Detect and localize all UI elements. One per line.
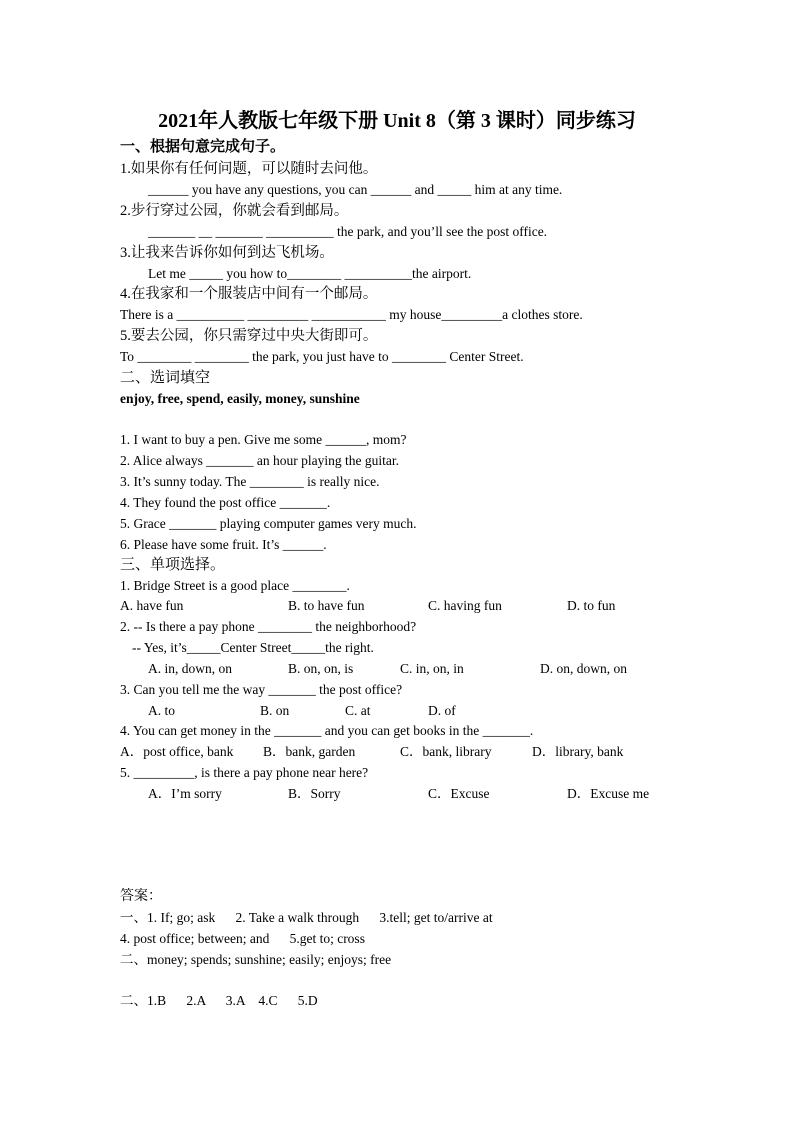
s2-item6: 6. Please have some fruit. It’s ______. (120, 537, 327, 552)
s3-q1-option-b: B. to have fun (288, 598, 365, 613)
s1-item3-en: Let me _____ you how to________ __________the airport. (148, 266, 472, 281)
s3-q2-option-d: D. on, down, on (540, 661, 627, 676)
s3-q3-option-c: C. at (345, 703, 371, 718)
answers-line-2: 4. post office; between; and 5.get to; cross (120, 931, 365, 946)
s1-item5-en: To ________ ________ the park, you just have to ________ Center Street. (120, 349, 524, 364)
s3-q4-option-d: D．library, bank (532, 744, 624, 759)
s1-item2-en: _______ __ _______ __________ the park, and you’ll see the post office. (148, 224, 548, 239)
answers-line-4: 二、1.B 2.A 3.A 4.C 5.D (120, 993, 318, 1008)
s1-item4-en: There is a __________ _________ ___________ my house_________a clothes store. (120, 307, 583, 322)
s1-item4-zh: 4.在我家和一个服装店中间有一个邮局。 (120, 286, 378, 302)
s1-item2-zh: 2.步行穿过公园，你就会看到邮局。 (120, 203, 349, 219)
s2-item2: 2. Alice always _______ an hour playing the guitar. (120, 453, 399, 468)
s3-q2-option-c: C. in, on, in (400, 661, 464, 676)
s3-q3-option-d: D. of (428, 703, 456, 718)
s3-q3-option-a: A. to (148, 703, 175, 718)
s3-q3-stem: 3. Can you tell me the way _______ the post office? (120, 682, 403, 697)
s3-q5-stem: 5. _________, is there a pay phone near here? (120, 765, 369, 780)
s2-item3: 3. It’s sunny today. The ________ is really nice. (120, 474, 380, 489)
s2-item4: 4. They found the post office _______. (120, 495, 331, 510)
s3-q5-option-a: A．I’m sorry (148, 786, 222, 801)
s1-item5-zh: 5.要去公园，你只需穿过中央大街即可。 (120, 328, 378, 344)
s3-q4-option-b: B．bank, garden (263, 744, 356, 759)
section2-heading: 二、选词填空 (120, 370, 211, 386)
answers-line-1: 一、1. If; go; ask 2. Take a walk through 3.tell; get to/arrive at (120, 910, 493, 925)
section1-heading: 一、根据句意完成句子。 (120, 139, 286, 155)
section3-heading: 三、单项选择。 (120, 557, 226, 573)
s3-q1-option-c: C. having fun (428, 598, 502, 613)
s3-q4-option-a: A．post office, bank (120, 744, 234, 759)
s3-q3-option-b: B. on (260, 703, 290, 718)
s3-q5-option-b: B．Sorry (288, 786, 341, 801)
s3-q5-option-d: D．Excuse me (567, 786, 650, 801)
answers-line-3: 二、money; spends; sunshine; easily; enjoys; free (120, 952, 392, 967)
s3-q2-option-b: B. on, on, is (288, 661, 354, 676)
s1-item3-zh: 3.让我来告诉你如何到达飞机场。 (120, 245, 334, 261)
s2-item1: 1. I want to buy a pen. Give me some ______, mom? (120, 432, 407, 447)
s3-q4-option-c: C．bank, library (400, 744, 492, 759)
s1-item1-en: ______ you have any questions, you can ______ and _____ him at any time. (148, 182, 563, 197)
s3-q2-reply: -- Yes, it’s_____Center Street_____the right. (132, 640, 374, 655)
answers-heading: 答案： (120, 889, 162, 904)
word-bank: enjoy, free, spend, easily, money, sunshine (120, 391, 360, 406)
s2-item5: 5. Grace _______ playing computer games very much. (120, 516, 417, 531)
s3-q1-option-a: A. have fun (120, 598, 184, 613)
s3-q4-stem: 4. You can get money in the _______ and you can get books in the _______. (120, 723, 534, 738)
s3-q1-option-d: D. to fun (567, 598, 616, 613)
s3-q2-option-a: A. in, down, on (148, 661, 232, 676)
s3-q1-stem: 1. Bridge Street is a good place ________. (120, 578, 350, 593)
s3-q5-option-c: C．Excuse (428, 786, 490, 801)
s3-q2-stem: 2. -- Is there a pay phone ________ the neighborhood? (120, 619, 417, 634)
page-title: 2021年人教版七年级下册 Unit 8（第 3 课时）同步练习 (158, 110, 636, 132)
s1-item1-zh: 1.如果你有任何问题，可以随时去问他。 (120, 161, 378, 177)
